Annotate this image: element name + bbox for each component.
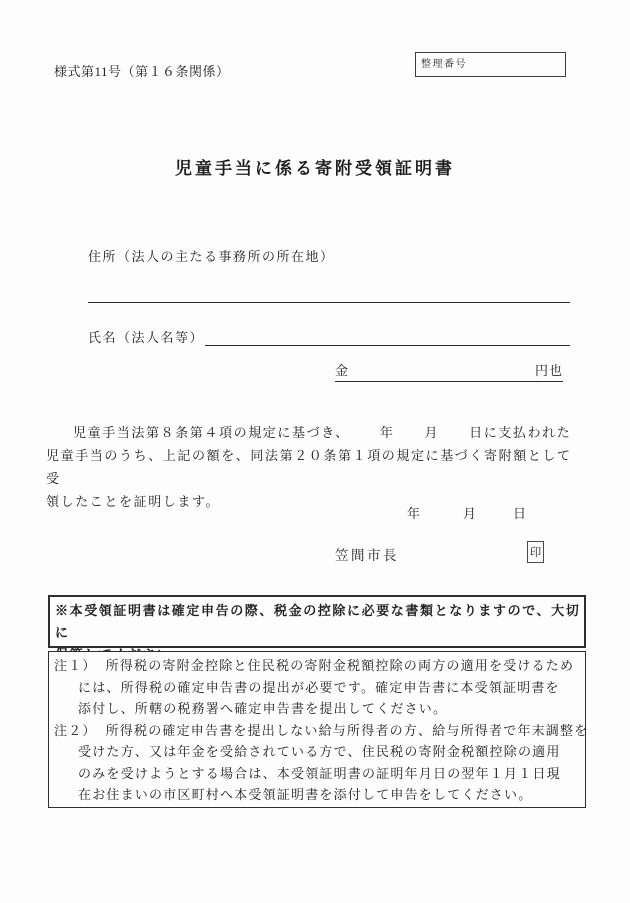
- note-2-text-1: 所得税の確定申告書を提出しない給与所得者の方、給与所得者で年末調整を: [105, 722, 589, 738]
- notice-line-1: ※本受領証明書は確定申告の際、税金の控除に必要な書類となりますので、大切に: [55, 603, 581, 640]
- note-1-line-2: には、所得税の確定申告書の提出が必要です。確定申告書に本受領証明書を: [78, 679, 560, 695]
- note-1-text-1: 所得税の寄附金控除と住民税の寄附金税額控除の両方の適用を受けるため: [105, 658, 575, 673]
- issue-date-month-label: 月: [463, 506, 477, 521]
- reference-number-box: [415, 52, 566, 77]
- note-2-line-2: 受けた方、又は年金を受給されている方で、住民税の寄附金税額控除の適用: [78, 744, 561, 759]
- address-label: 住所（法人の主たる事務所の所在地）: [88, 249, 335, 264]
- payment-month-label: 月: [424, 425, 440, 440]
- issue-date-year-label: 年: [407, 506, 421, 521]
- name-blank-line: [205, 345, 570, 346]
- payment-year-label: 年: [379, 425, 395, 440]
- note-2-line-1: [49, 720, 589, 742]
- name-label: 氏名（法人名等）: [88, 330, 205, 345]
- body-paragraph: [46, 421, 574, 513]
- amount-suffix: 円也: [534, 363, 563, 378]
- note-2-label: 注２）: [54, 722, 97, 738]
- seal-box: [527, 541, 544, 563]
- address-blank-line: [88, 302, 570, 303]
- amount-blank-line: [335, 360, 563, 382]
- note-2-line-4: 在お住まいの市区町村へ本受領証明書を添付して申告をしてください。: [78, 787, 533, 802]
- note-1-label: 注１）: [54, 658, 97, 673]
- note-2-line-3: のみを受けようとする場合は、本受領証明書の証明年月日の翌年１月１日現: [78, 765, 561, 781]
- form-number: 様式第11号（第１６条関係）: [54, 64, 230, 79]
- body-line-2: 児童手当のうち、上記の額を、同法第２０条第１項の規定に基づく寄附額として受: [46, 448, 572, 486]
- document-title: 児童手当に係る寄附受領証明書: [175, 159, 455, 178]
- body-text-before-date: 児童手当法第８条第４項の規定に基づき、: [73, 425, 350, 440]
- body-line-3: 領したことを証明します。: [46, 494, 221, 509]
- note-1-line-3: 添付し、所轄の税務署へ確定申告書を提出してください。: [78, 701, 448, 716]
- seal-mark: 印: [529, 547, 542, 559]
- issuer-name: 笠間市長: [335, 548, 399, 563]
- notice-box: [48, 595, 586, 648]
- note-1-line-1: [49, 655, 585, 677]
- body-line-1: [46, 421, 574, 444]
- payment-day-label: 日に支払われた: [469, 425, 572, 440]
- issue-date-day-label: 日: [513, 506, 527, 521]
- notes-box: [48, 651, 589, 808]
- amount-prefix: 金: [335, 363, 350, 378]
- reference-number-label: 整理番号: [421, 59, 467, 70]
